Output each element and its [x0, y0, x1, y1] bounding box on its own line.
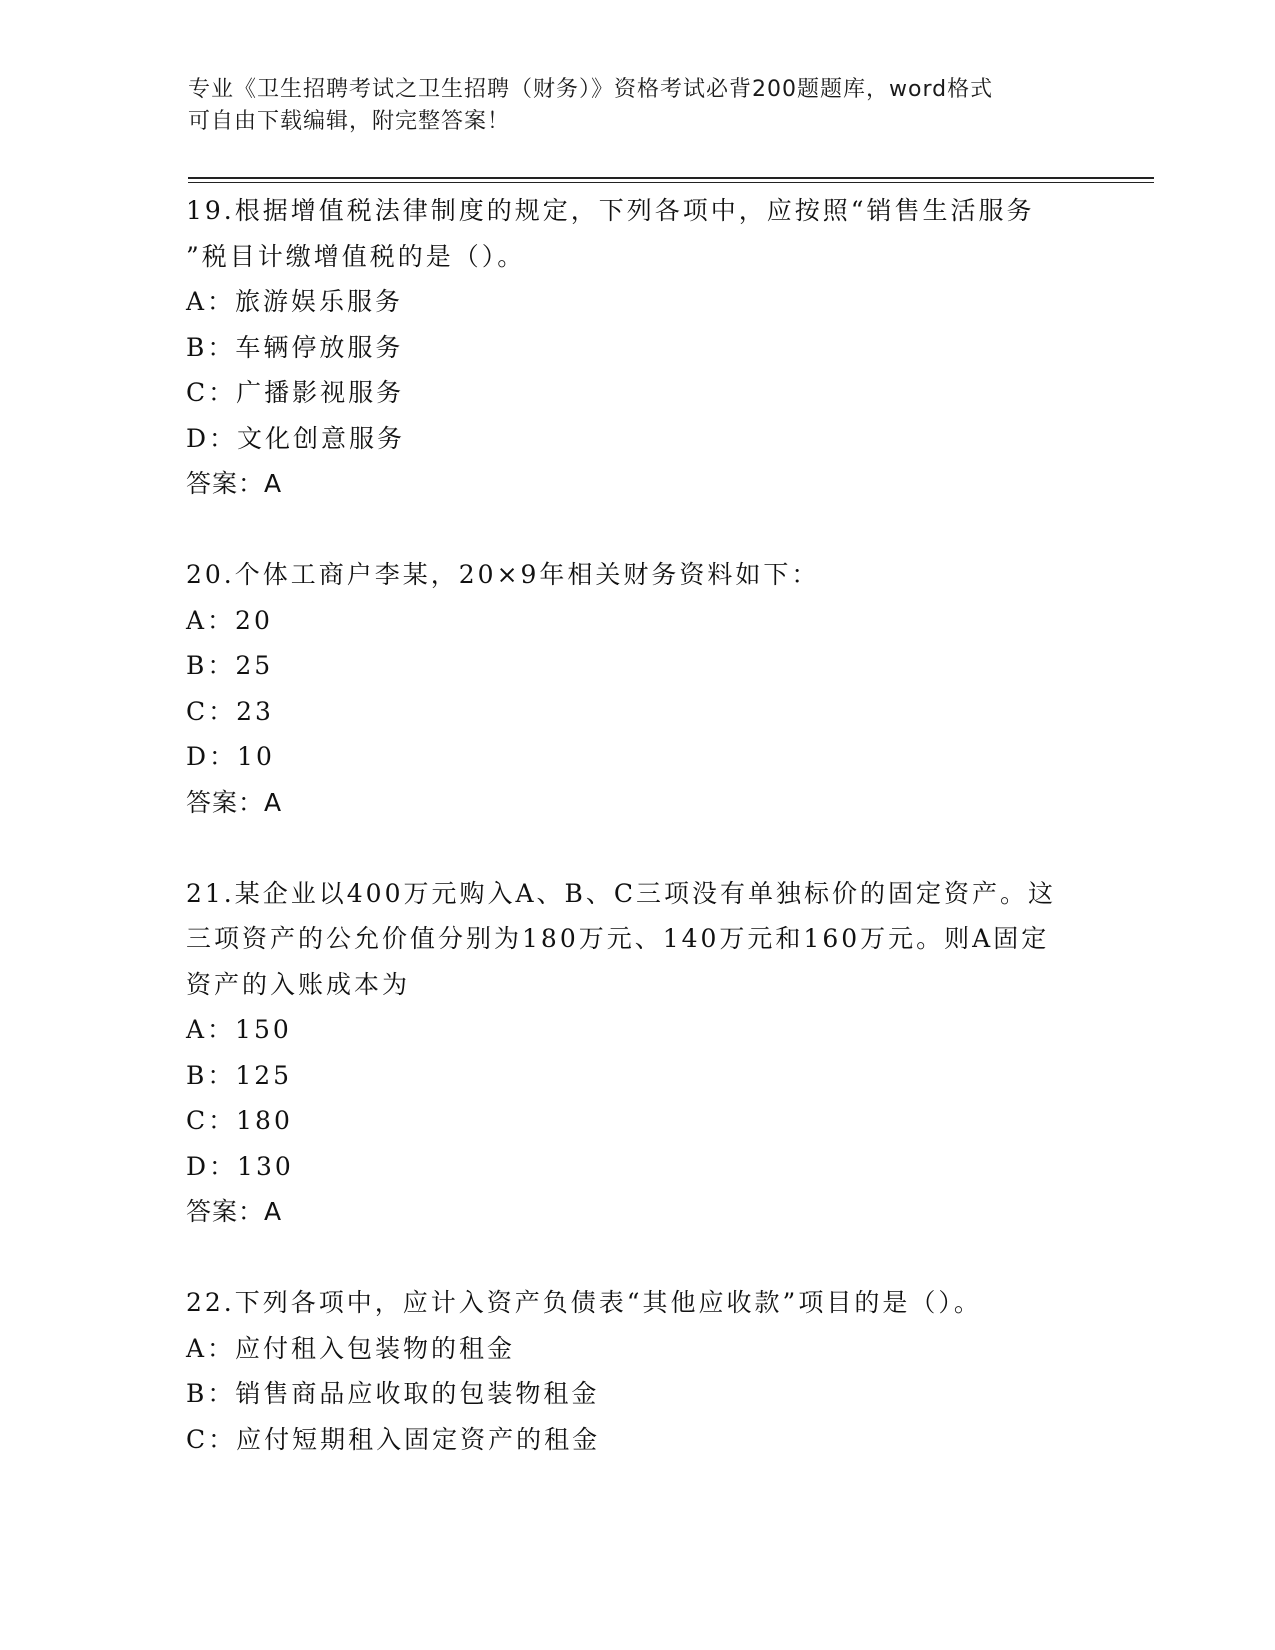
question-spacer: [186, 1235, 1086, 1281]
stem-line: 20.个体工商户李某，20×9年相关财务资料如下：: [186, 560, 820, 589]
answer-value: A: [264, 787, 283, 817]
option-c: C：23: [186, 696, 274, 726]
question-spacer: [186, 825, 1086, 871]
header-divider-thin: [188, 182, 1154, 183]
option-b: B：25: [186, 651, 274, 680]
answer-line: [186, 780, 1086, 826]
document-header: [188, 74, 1088, 138]
answer-label: 答案：: [186, 1197, 265, 1226]
answer-value: A: [264, 469, 283, 498]
answer-line: [186, 1189, 1086, 1235]
option-d: D：文化创意服务: [186, 423, 406, 453]
stem-line: 资产的入账成本为: [186, 969, 411, 999]
stem-line: 21.某企业以400万元购入A、B、C三项没有单独标价的固定资产。这: [186, 878, 1057, 908]
answer-line: [186, 461, 1086, 507]
option-b: B：销售商品应收取的包装物租金: [186, 1379, 600, 1408]
question-stem: [186, 1280, 1086, 1326]
option-a: A：应付租入包装物的租金: [186, 1333, 516, 1363]
stem-line: 三项资产的公允价值分别为180万元、140万元和160万元。则A固定: [186, 924, 1050, 953]
header-line-2: 可自由下载编辑，附完整答案！: [188, 109, 511, 134]
question-spacer: [186, 507, 1086, 553]
question-22: [186, 1280, 1086, 1462]
stem-line: ”税目计缴增值税的是（）。: [186, 241, 526, 271]
header-line-1: 专业《卫生招聘考试之卫生招聘（财务）》资格考试必背200题题库，word格式: [188, 77, 994, 102]
option-b: B：车辆停放服务: [186, 332, 404, 362]
stem-line: 22.下列各项中，应计入资产负债表“其他应收款”项目的是（）。: [186, 1288, 982, 1317]
answer-label: 答案：: [186, 787, 265, 817]
answer-value: A: [264, 1197, 283, 1226]
stem-line: 19.根据增值税法律制度的规定，下列各项中，应按照“销售生活服务: [186, 196, 1035, 225]
question-19: [186, 188, 1086, 507]
question-stem: [186, 552, 1086, 598]
option-c: C：180: [186, 1106, 293, 1135]
option-c: C：应付短期租入固定资产的租金: [186, 1424, 601, 1454]
option-a: A：旅游娱乐服务: [186, 287, 404, 316]
option-d: D：130: [186, 1151, 294, 1181]
question-20: [186, 552, 1086, 825]
option-c: C：广播影视服务: [186, 378, 405, 407]
option-b: B：125: [186, 1060, 293, 1090]
question-stem: [186, 871, 1086, 1008]
question-stem: [186, 188, 1086, 279]
option-a: A：20: [186, 605, 273, 635]
question-21: [186, 871, 1086, 1235]
question-list: [186, 188, 1086, 1462]
answer-label: 答案：: [186, 469, 265, 498]
header-divider-thick: [188, 177, 1154, 179]
option-d: D：10: [186, 742, 275, 771]
option-a: A：150: [186, 1015, 292, 1044]
